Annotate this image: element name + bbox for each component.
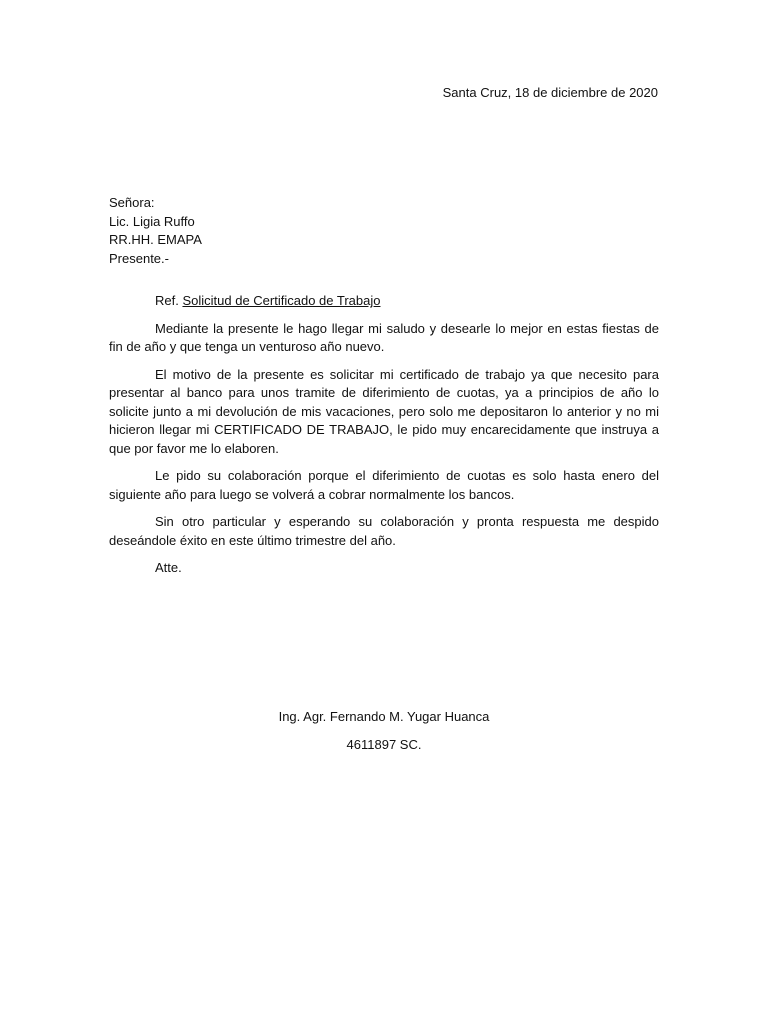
addressee-block — [109, 194, 202, 268]
addressee-department: RR.HH. EMAPA — [109, 232, 202, 247]
date-line: Santa Cruz, 18 de diciembre de 2020 — [442, 85, 658, 100]
paragraph-motive: El motivo de la presente es solicitar mi certificado de trabajo ya que necesito para presentar al banco para unos tramite de diferimiento de cuotas, ya a principios de año lo solicite junto a mi devolución de mis vacaciones, pero solo me depositaron lo anterior y no mi hicieron llegar mi CERTIFICADO DE TRABAJO, le pido muy encarecidamente que instruya a que por favor me lo elaboren. — [109, 366, 659, 456]
signature-name: Ing. Agr. Fernando M. Yugar Huanca — [278, 709, 490, 724]
paragraph-request: Le pido su colaboración porque el diferimiento de cuotas es solo hasta enero del siguiente año para luego se volverá a cobrar normalmente los bancos. — [109, 468, 659, 502]
paragraph-greeting: Mediante la presente le hago llegar mi saludo y desearle lo mejor en estas fiestas de fin de año y que tenga un venturoso año nuevo. — [109, 320, 659, 354]
letter-body — [109, 292, 659, 578]
reference-line — [109, 292, 659, 311]
closing: Atte. — [155, 560, 182, 575]
paragraph-farewell: Sin otro particular y esperando su colaboración y pronta respuesta me despido deseándole éxito en este último trimestre del año. — [109, 514, 659, 548]
reference-subject: Solicitud de Certificado de Trabajo — [182, 293, 381, 308]
reference-prefix: Ref. — [155, 293, 179, 308]
signature-id: 4611897 SC. — [346, 737, 422, 752]
addressee-presente: Presente.- — [109, 250, 169, 266]
salutation: Señora: — [109, 195, 155, 210]
addressee-name: Lic. Ligia Ruffo — [109, 213, 195, 229]
